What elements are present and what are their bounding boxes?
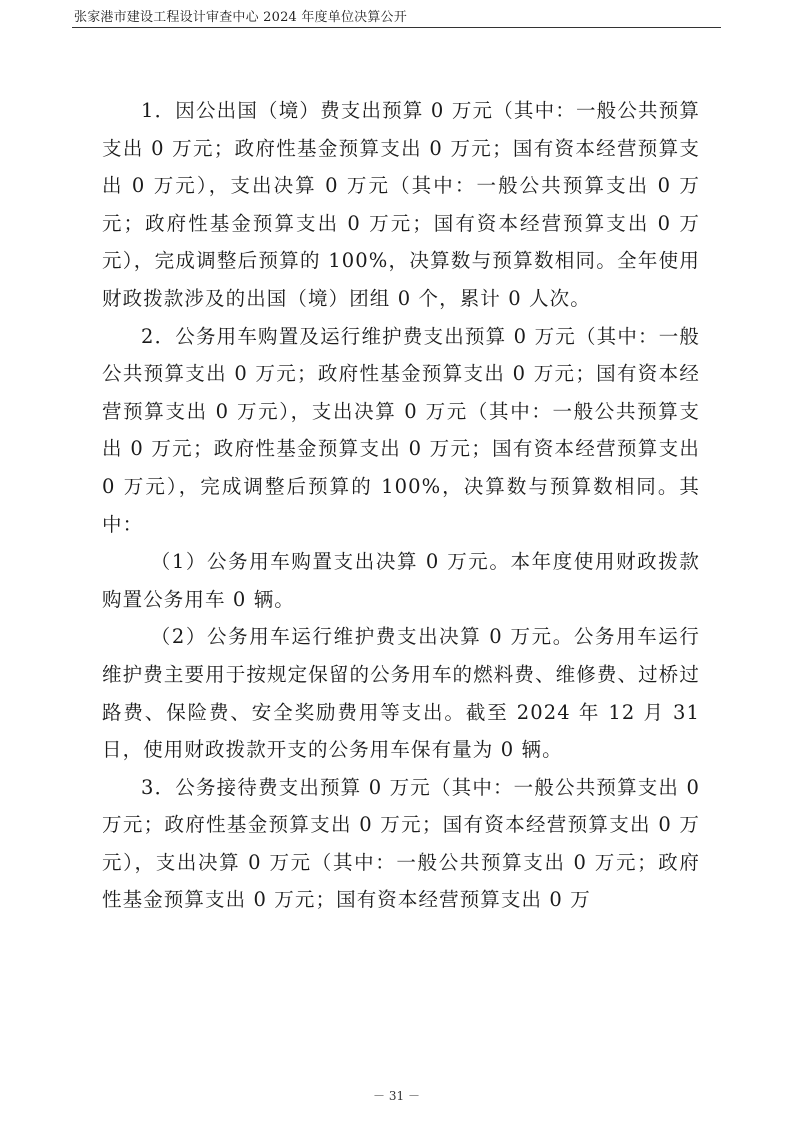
paragraph-official-reception: 3．公务接待费支出预算 0 万元（其中：一般公共预算支出 0 万元；政府性基金预算支出 0 万元；国有资本经营预算支出 0 万元），支出决算 0 万元（其中：一般公共预算支出 0 万元；政府性基金预算支出 0 万元；国有资本经营预算支出 0 万 — [102, 775, 700, 912]
paragraph-overseas-travel: 1．因公出国（境）费支出预算 0 万元（其中：一般公共预算支出 0 万元；政府性基金预算支出 0 万元；国有资本经营预算支出 0 万元），支出决算 0 万元（其中：一般公共预算支出 0 万元；政府性基金预算支出 0 万元；国有资本经营预算支出 0 万元），完成调整后预算的 100%，决算数与预算数相同。全年使用财政拨款涉及的出国（境）团组 0 个，累计 0 人次。 — [102, 99, 700, 310]
header-divider — [72, 27, 721, 28]
document-header-title: 张家港市建设工程设计审查中心 2024 年度单位决算公开 — [74, 10, 407, 25]
document-body — [102, 92, 700, 919]
paragraph-official-vehicles: 2．公务用车购置及运行维护费支出预算 0 万元（其中：一般公共预算支出 0 万元；政府性基金预算支出 0 万元；国有资本经营预算支出 0 万元），支出决算 0 万元（其中：一般公共预算支出 0 万元；政府性基金预算支出 0 万元；国有资本经营预算支出 0 万元），完成调整后预算的 100%，决算数与预算数相同。其中： — [102, 324, 700, 536]
page-number: － 31 － — [373, 1089, 420, 1103]
paragraph-vehicle-maintenance: （2）公务用车运行维护费支出决算 0 万元。公务用车运行维护费主要用于按规定保留的公务用车的燃料费、维修费、过桥过路费、保险费、安全奖励费用等支出。截至 2024 年 12 月 31 日，使用财政拨款开支的公务用车保有量为 0 辆。 — [102, 625, 700, 762]
paragraph-vehicle-purchase: （1）公务用车购置支出决算 0 万元。本年度使用财政拨款购置公务用车 0 辆。 — [102, 550, 700, 611]
